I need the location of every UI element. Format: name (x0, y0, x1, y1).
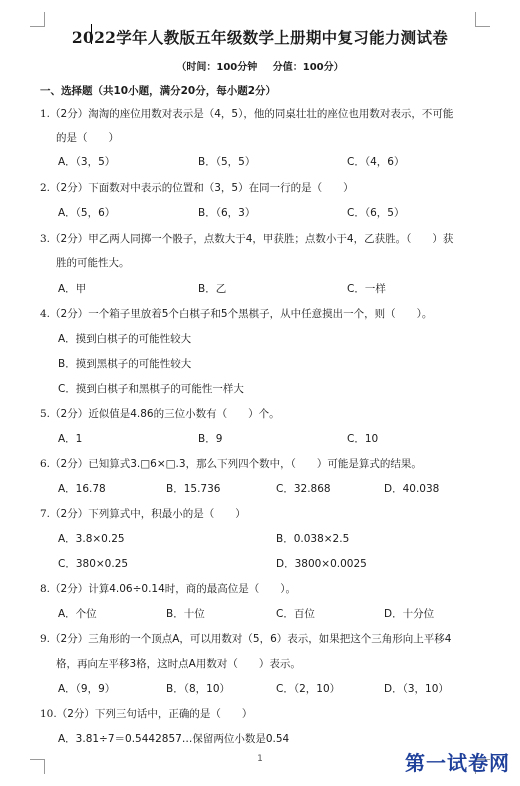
question-3-continued: 胜的可能性大。 (56, 257, 130, 269)
question-text: （2分）下列算式中，积最小的是（ ） (50, 508, 246, 520)
option-a: A．1 (58, 433, 83, 445)
question-number: 2. (40, 182, 51, 194)
option-c: C．10 (347, 433, 379, 445)
exam-time: （时间：100分钟 (176, 62, 258, 73)
question-4 (40, 306, 488, 322)
question-text: （2分）淘淘的座位用数对表示是（4，5），他的同桌壮壮的座位也用数对表示，不可能 (50, 108, 454, 120)
option-c: C．一样 (347, 283, 386, 295)
option-a: A．（9，9） (58, 683, 116, 695)
option-a: A．3.81÷7＝0.5442857…保留两位小数是0.54 (58, 733, 290, 745)
option-b: B．15.736 (166, 483, 221, 495)
option-b: B．0.038×2.5 (276, 533, 350, 545)
section-heading: 一、选择题（共10小题，满分20分，每小题2分） (40, 85, 277, 97)
question-text: （2分）计算4.06÷0.14时，商的最高位是（ ）。 (50, 583, 297, 595)
option-b: B．摸到黑棋子的可能性较大 (58, 358, 192, 370)
question-5 (40, 406, 488, 422)
option-b: B．（8，10） (166, 683, 230, 695)
question-text: （2分）甲乙两人同掷一个骰子，点数大于4，甲获胜；点数小于4，乙获胜。（ ）获 (50, 233, 454, 245)
question-number: 5. (40, 408, 51, 420)
question-number: 1. (40, 108, 51, 120)
watermark-logo: 第一试卷网 (405, 751, 510, 775)
question-2 (40, 180, 488, 196)
option-c: C．摸到白棋子和黑棋子的可能性一样大 (58, 383, 244, 395)
page-title: 2022学年人教版五年级数学上册期中复习能力测试卷 (71, 28, 449, 47)
option-c: C．（4，6） (347, 156, 405, 168)
option-c: C．380×0.25 (58, 558, 129, 570)
option-a: A．个位 (58, 608, 97, 620)
option-a: A．摸到白棋子的可能性较大 (58, 333, 192, 345)
option-c: C．32.868 (276, 483, 331, 495)
question-8 (40, 581, 488, 597)
question-number: 10. (40, 708, 57, 720)
question-text: （2分）三角形的一个顶点A，可以用数对（5，6）表示，如果把这个三角形向上平移4 (50, 633, 452, 645)
option-c: C．（6，5） (347, 207, 405, 219)
question-number: 3. (40, 233, 51, 245)
question-text: （2分）下面数对中表示的位置和（3，5）在同一行的是（ ） (50, 182, 354, 194)
option-a: A．3.8×0.25 (58, 533, 125, 545)
option-a: A．16.78 (58, 483, 106, 495)
option-b: B．乙 (198, 283, 227, 295)
option-b: B．（5，5） (198, 156, 256, 168)
option-c: C．（2，10） (276, 683, 341, 695)
option-b: B．（6，3） (198, 207, 256, 219)
question-number: 9. (40, 633, 51, 645)
question-text: （2分）一个箱子里放着5个白棋子和5个黑棋子，从中任意摸出一个，则（ ）。 (50, 308, 433, 320)
crop-mark-top-right (475, 12, 490, 27)
question-number: 6. (40, 458, 51, 470)
option-a: A．（5，6） (58, 207, 116, 219)
option-c: C．百位 (276, 608, 315, 620)
question-1 (40, 106, 488, 122)
question-number: 4. (40, 308, 51, 320)
option-d: D．40.038 (384, 483, 440, 495)
question-6 (40, 456, 488, 472)
option-d: D．3800×0.0025 (276, 558, 367, 570)
exam-score: 分值：100分） (272, 62, 344, 73)
option-b: B．9 (198, 433, 223, 445)
page-number: 1 (257, 754, 263, 764)
option-a: A．（3，5） (58, 156, 116, 168)
question-number: 7. (40, 508, 51, 520)
question-text: （2分）已知算式3.□6×□.3，那么下列四个数中，（ ）可能是算式的结果。 (50, 458, 422, 470)
question-text: （2分）近似值是4.86的三位小数有（ ）个。 (50, 408, 280, 420)
question-9-continued: 格，再向左平移3格，这时点A用数对（ ）表示。 (56, 658, 301, 670)
exam-meta (0, 58, 520, 73)
option-d: D．（3，10） (384, 683, 449, 695)
question-7 (40, 506, 488, 522)
question-10 (40, 706, 488, 722)
crop-mark-top-left (30, 12, 45, 27)
question-number: 8. (40, 583, 51, 595)
question-3 (40, 231, 488, 247)
question-9 (40, 631, 488, 647)
option-b: B．十位 (166, 608, 205, 620)
option-d: D．十分位 (384, 608, 435, 620)
option-a: A．甲 (58, 283, 87, 295)
question-1-continued: 的是（ ） (56, 132, 119, 144)
question-text: （2分）下列三句话中，正确的是（ ） (56, 708, 253, 720)
